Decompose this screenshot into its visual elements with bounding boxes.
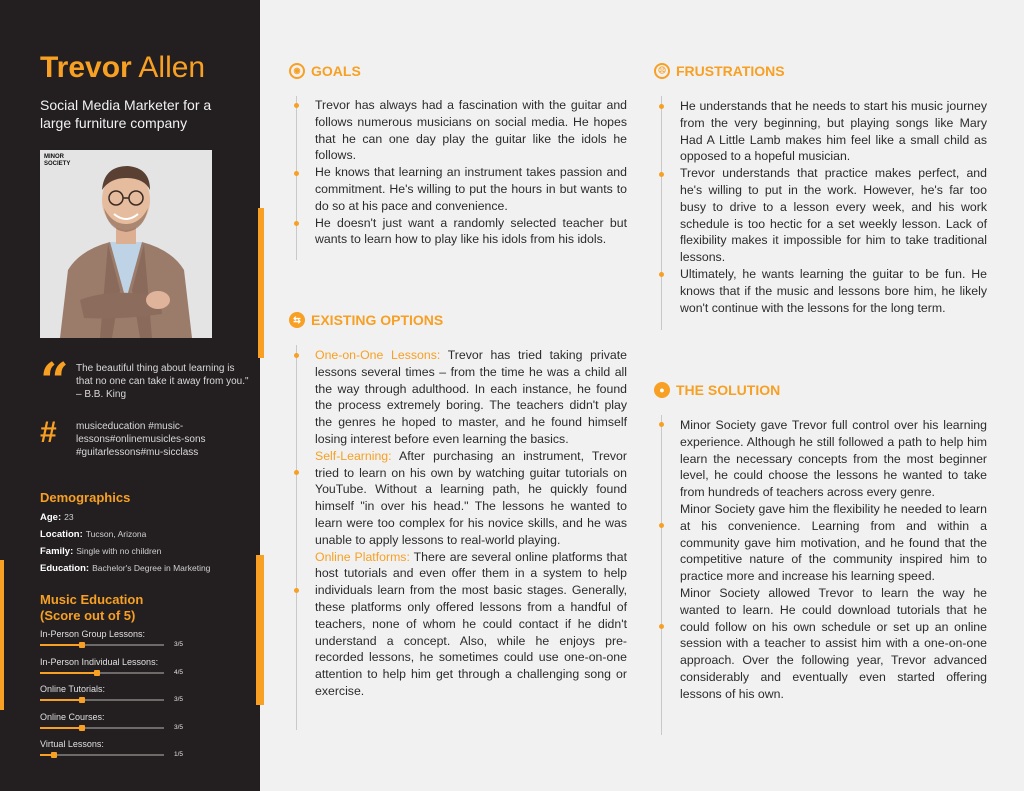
option-item: One-on-One Lessons: Trevor has tried taking private lessons several times – from the time he was a child all the way through adulthood. In each instance, he found the process extremely boring. The teachers didn't play the genres he hoped to master, and he found himself losing interest before even learning the basics. [315,348,627,446]
skill-score: 3/5 [174,641,184,648]
skill-label: In-Person Individual Lessons: [40,656,159,667]
persona-portrait [40,150,212,338]
target-icon: ◉ [289,63,305,79]
bullet-dot [294,171,299,176]
quote-text: The beautiful thing about learning is that no one can take it away from you." – B.B. King [76,363,249,400]
goals-heading: ◉ GOALS [289,63,361,79]
demographic-family: Family: Single with no children [40,546,162,557]
goals-paragraph: Trevor has always had a fascination with the guitar and follows numerous musicians on social media. He hopes that he can one day play the guitar like the idols he follows. [315,98,627,163]
solution-timeline [661,415,662,735]
existing-options-heading: ⇆ EXISTING OPTIONS [289,312,443,328]
skill-row [40,712,190,740]
skill-score: 3/5 [174,723,184,731]
quote-icon: “ [40,351,69,410]
skill-bar [40,672,164,674]
accent-bar [256,555,264,705]
frustrations-text [680,98,987,316]
skill-score: 4/5 [174,668,184,676]
solution-heading: ● THE SOLUTION [654,382,780,398]
frustration-paragraph: Ultimately, he wants learning the guitar to be fun. He knows that if the music and lessons bore him, he likely won't continue with the lessons for the long term. [680,266,987,315]
skill-bar [40,727,164,729]
existing-options-text [315,347,627,700]
persona-photo [40,150,212,338]
frustrations-timeline [661,96,662,330]
bullet-dot [294,221,299,226]
persona-name [40,50,205,86]
bullet-dot [294,588,299,593]
frown-face-icon: ☹ [654,63,670,79]
bullet-dot [659,422,664,427]
options-timeline [296,345,297,730]
hashtag-block [40,416,250,459]
skill-row [40,739,190,767]
demographic-education: Education: Bachelor's Degree in Marketing [40,563,211,574]
demographic-age: Age: 23 [40,512,74,523]
frustration-paragraph: Trevor understands that practice makes perfect, and he's willing to put in the work. However, he's far too busy to drive to a lesson every week, and his work schedule is too hectic for a set weekly lesson. Lack of flexibility makes it impossible for him to take traditional lessons. [680,166,987,265]
accent-bar [258,208,264,358]
lightbulb-icon: ● [654,382,670,398]
accent-bar [0,560,4,710]
minor-society-logo: MINOR SOCIETY [44,154,71,167]
demographics-title: Demographics [40,490,131,505]
option-item: Self-Learning: After purchasing an instrument, Trevor tried to learn on his own by watching guitar tutorials on YouTube. Without a learning path, he quickly found himself "in over his head." The lessons he wanted to learn were too complex for his novice skills, and he was unable to apply lessons to real-world playing. [315,448,627,547]
bullet-dot [294,103,299,108]
persona-sidebar [0,0,260,791]
skill-label: Online Courses: [40,711,105,722]
skill-score: 3/5 [174,696,184,704]
skill-label: Online Tutorials: [40,684,106,695]
solution-paragraph: Minor Society gave him the flexibility he needed to learn at his convenience. Learning from and within a community gave him motivation, and he found that the competitive nature of the community inspired him to practice more and increase his learning speed. [680,501,987,584]
goals-timeline [296,96,297,260]
skill-row [40,629,190,657]
frustration-paragraph: He understands that he needs to start his music journey from the very beginning, but playing songs like Mary Had A Little Lamb makes him feel like a small child as opposed to a hopeful musician. [680,99,987,164]
options-icon: ⇆ [289,312,305,328]
skill-label: Virtual Lessons: [40,739,104,750]
goals-paragraph: He knows that learning an instrument takes passion and commitment. He's willing to put the hours in but wants to do so at his pace and convenience. [315,165,627,213]
bullet-dot [659,172,664,177]
demographic-location: Location: Tucson, Arizona [40,529,147,540]
skill-row [40,657,190,685]
option-item: Online Platforms: There are several online platforms that host tutorials and even offer them in a system to help individuals learn from the most basic stages. Generally, these platforms only offered lessons from a handful of teachers, none of whom he could contact if he didn't understand a concept. Also, while he enjoys pre-recorded lessons, he sometimes could use one-on-one attention to help him get through a challenging song or exercise. [315,549,628,698]
skill-label: In-Person Group Lessons: [40,629,146,639]
skill-bar [40,644,164,646]
skill-row [40,684,190,712]
bullet-dot [294,470,299,475]
bullet-dot [659,523,664,528]
hashtag-icon: # [40,416,57,449]
solution-paragraph: Minor Society gave Trevor full control over his learning experience. Although he still followed a path to help him learn the necessary concepts from the most beginner level, he could choose the lessons he wanted to take from hundreds of teachers across every genre. [680,418,987,500]
music-education-title: Music Education (Score out of 5) [40,592,144,623]
skill-list [40,629,190,767]
bullet-dot [659,104,664,109]
solution-text [680,417,987,703]
bullet-dot [659,624,664,629]
persona-role: Social Media Marketer for a large furniture company [40,97,212,131]
skill-score: 1/5 [174,751,184,759]
skill-bar [40,754,164,756]
first-name: Trevor [40,51,132,84]
bullet-dot [659,272,664,277]
goals-text [315,97,627,248]
quote-block [40,351,250,410]
bullet-dot [294,353,299,358]
frustrations-heading: ☹ FRUSTRATIONS [654,63,785,79]
last-name: Allen [138,51,206,84]
goals-paragraph: He doesn't just want a randomly selected teacher but wants to learn how to play like his idols from his idols. [315,215,627,247]
skill-bar [40,699,164,701]
hashtag-text: musiceducation #music-lessons#onlinemusicles-sons #guitarlessons#mu-sicclass [76,421,206,458]
demographics-list [40,509,255,577]
solution-paragraph: Minor Society allowed Trevor to learn the way he wanted to learn. He could download tutorials that he could follow on his own schedule or set up an online session with a teacher to assist him with a one-on-one approach. Over the following year, Trevor advanced considerably and eventually even started offering lessons of his own. [680,585,987,701]
